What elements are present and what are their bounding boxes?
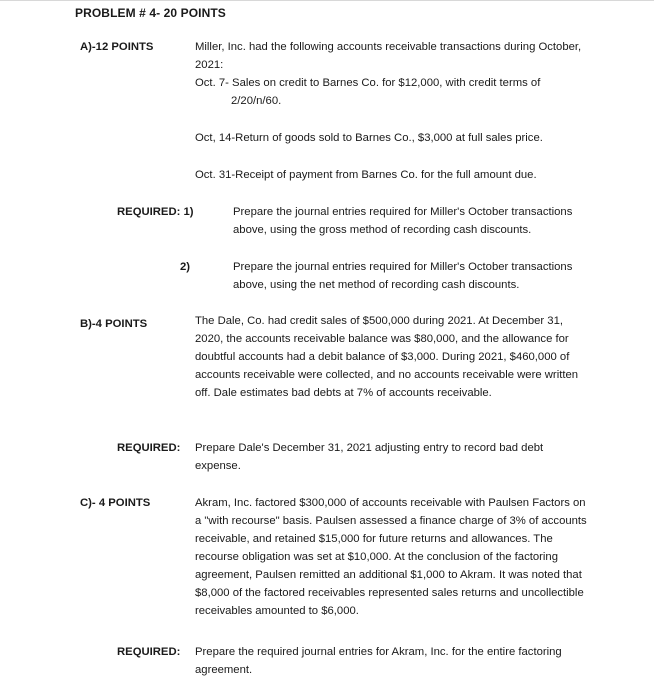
part-c-label: C)- 4 POINTS bbox=[80, 497, 151, 509]
top-rule bbox=[0, 0, 654, 1]
part-b-label: B)-4 POINTS bbox=[80, 318, 148, 330]
transaction-1-line: Oct. 7- Sales on credit to Barnes Co. for $12,000, with credit terms of 2/20/n/60. bbox=[195, 77, 541, 107]
part-b-text: The Dale, Co. had credit sales of $500,000 during 2021. At December 31, 2020, the accounts receivable balance was $80,000, and the allowance for doubtful accounts had a debit balance of $3,000. During 2021, $460,000 of accounts receivable were collected, and no accounts receivable were written off. Dale estimates bad debts at 7% of accounts receivable. bbox=[195, 315, 579, 399]
part-b-required-label: REQUIRED: bbox=[117, 442, 181, 454]
part-a-transaction-3: Oct. 31-Receipt of payment from Barnes Co. for the full amount due. bbox=[195, 169, 537, 181]
part-a-required-2: Prepare the journal entries required for Miller's October transactions above, using the net method of recording cash discounts. bbox=[233, 261, 573, 291]
problem-title: PROBLEM # 4- 20 POINTS bbox=[75, 6, 226, 20]
part-b-required: Prepare Dale's December 31, 2021 adjusting entry to record bad debt expense. bbox=[195, 442, 544, 472]
part-a-required-1: Prepare the journal entries required for Miller's October transactions above, using the gross method of recording cash discounts. bbox=[233, 206, 573, 236]
part-a-intro: Miller, Inc. had the following accounts receivable transactions during October, 2021: bbox=[195, 41, 582, 71]
part-a-required-label: REQUIRED: 1) bbox=[117, 206, 194, 218]
part-c-required: Prepare the required journal entries for Akram, Inc. for the entire factoring agreement. bbox=[195, 646, 562, 676]
part-c-required-label: REQUIRED: bbox=[117, 646, 181, 658]
part-c-text: Akram, Inc. factored $300,000 of accounts receivable with Paulsen Factors on a "with recourse" basis. Paulsen assessed a finance charge of 3% of accounts receivable, and retained $15,000 for future returns and allowances. The recourse obligation was set at $10,000. At the conclusion of the factoring agreement, Paulsen remitted an additional $1,000 to Akram. It was noted that $8,000 of the factored receivables represented sales returns and uncollectible receivables amounted to $6,000. bbox=[195, 497, 587, 617]
part-a-transaction-1 bbox=[195, 74, 565, 110]
part-a-label: A)-12 POINTS bbox=[80, 41, 154, 53]
transaction-1-text bbox=[195, 74, 565, 110]
part-a-required-2-number: 2) bbox=[180, 261, 191, 273]
part-a-transaction-2: Oct, 14-Return of goods sold to Barnes Co., $3,000 at full sales price. bbox=[195, 132, 543, 144]
